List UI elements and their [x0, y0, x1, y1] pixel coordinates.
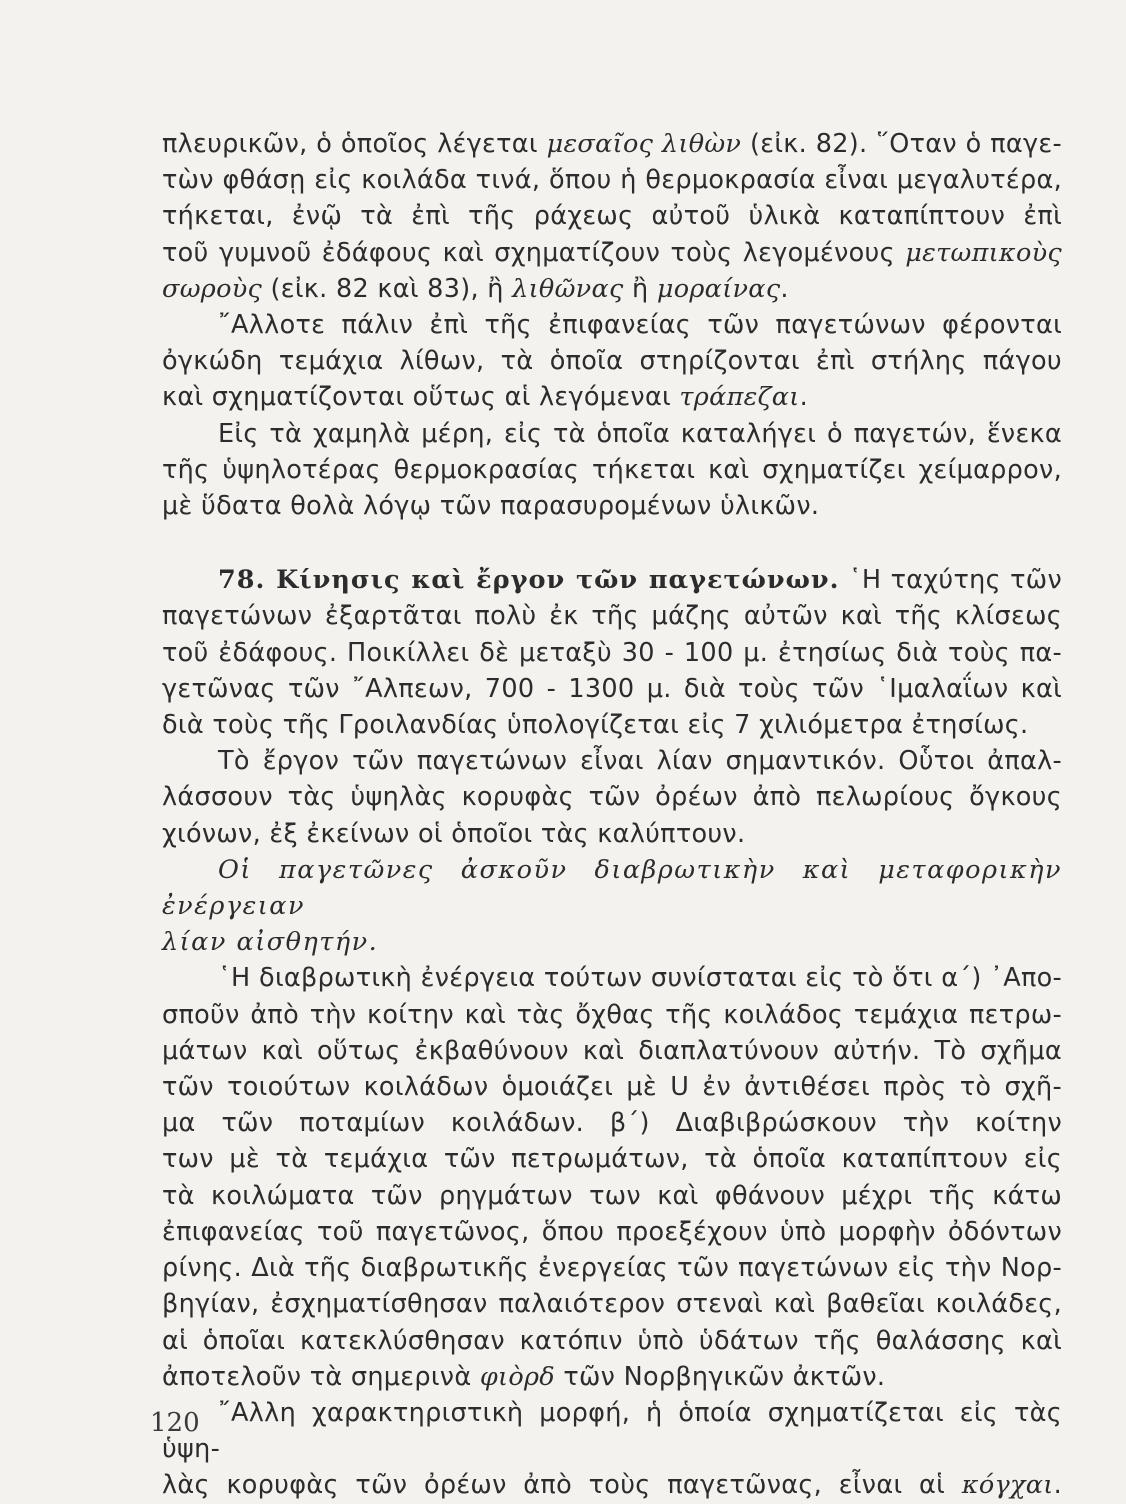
text-line [162, 235, 1062, 271]
text-line [162, 1467, 1062, 1503]
text-line: μὲ ὕδατα θολὰ λόγῳ τῶν παρασυρομένων ὑλικῶν. [162, 491, 820, 522]
text-line: ἐπιφανείας τοῦ παγετῶνος, ὅπου προεξέχουν ὑπὸ μορφὴν ὀδόντων [162, 1216, 1062, 1247]
text-line: ῎Αλλοτε πάλιν ἐπὶ τῆς ἐπιφανείας τῶν παγετώνων φέρονται [218, 310, 1062, 341]
text-span: . [1053, 1470, 1062, 1501]
text-line: ὀγκώδη τεμάχια λίθων, τὰ ὁποῖα στηρίζονται ἐπὶ στήλης πάγου [162, 346, 1062, 377]
text-line: Τὸ ἔργον τῶν παγετώνων εἶναι λίαν σημαντικόν. Οὗτοι ἀπαλ- [218, 746, 1062, 777]
text-line [162, 562, 1062, 598]
text-span: ἀποτελοῦν τὰ σημερινὰ [162, 1361, 480, 1392]
text-line: χιόνων, ἐξ ἐκείνων οἱ ὁποῖοι τὰς καλύπτουν. [162, 818, 746, 849]
paragraph-6-italic [162, 852, 1062, 961]
text-line: Οἱ παγετῶνες ἀσκοῦν διαβρωτικὴν καὶ μεταφορικὴν ἐνέργειαν [162, 854, 1062, 922]
text-line [162, 271, 1062, 307]
text-span: τῶν Νορβηγικῶν ἀκτῶν. [554, 1361, 886, 1392]
paragraph-8 [162, 1395, 1062, 1504]
text-line: ῎Αλλη χαρακτηριστικὴ μορφή, ἡ ὁποία σχηματίζεται εἰς τὰς ὑψη- [162, 1397, 1062, 1465]
text-span: λὰς κορυφὰς τῶν ὀρέων ἀπὸ τοὺς παγετῶνας, εἶναι αἱ [162, 1470, 962, 1501]
text-line: τοῦ ἐδάφους. Ποικίλλει δὲ μεταξὺ 30 - 100 μ. ἐτησίως διὰ τοὺς πα- [162, 637, 1062, 668]
text-span: . [780, 273, 789, 304]
text-line: Εἰς τὰ χαμηλὰ μέρη, εἰς τὰ ὁποῖα καταλήγει ὁ παγετών, ἕνεκα [218, 418, 1062, 449]
italic-term: σωροὺς [162, 273, 263, 304]
text-line: τὰ κοιλώματα τῶν ρηγμάτων των καὶ φθάνουν μέχρι τῆς κάτω [162, 1180, 1062, 1211]
italic-term: λιθῶνας [512, 273, 624, 304]
text-span: καὶ σχηματίζονται οὕτως αἱ λεγόμεναι [162, 382, 680, 413]
paragraph-5 [162, 743, 1062, 852]
italic-term: μοραίνας [656, 273, 781, 304]
italic-term: κόγχαι [961, 1470, 1054, 1501]
text-line: μα τῶν ποταμίων κοιλάδων. β΄) Διαβιβρώσκουν τὴν κοίτην [162, 1108, 1062, 1139]
text-line: αἱ ὁποῖαι κατεκλύσθησαν κατόπιν ὑπὸ ὑδάτων τῆς θαλάσσης καὶ [162, 1325, 1062, 1356]
text-line [162, 379, 1062, 415]
italic-term: μεσαῖος λιθὼν [546, 129, 742, 159]
text-line: λάσσουν τὰς ὑψηλὰς κορυφὰς τῶν ὀρέων ἀπὸ πελωρίους ὄγκους [162, 782, 1062, 813]
italic-term: μετωπικοὺς [905, 237, 1062, 268]
section-spacer [162, 524, 1062, 562]
text-span: ῾Η ταχύτης τῶν [839, 565, 1062, 596]
text-line: λίαν αἰσθητήν. [162, 927, 379, 958]
italic-term: τράπεζαι [679, 382, 800, 413]
text-span: . [799, 382, 808, 413]
text-span: (εἰκ. 82 καὶ 83), ἢ [262, 273, 513, 304]
text-span: τοῦ γυμνοῦ ἐδάφους καὶ σχηματίζουν τοὺς λεγομένους [162, 237, 906, 268]
paragraph-7 [162, 960, 1062, 1394]
text-line: γετῶνας τῶν ῎Αλπεων, 700 - 1300 μ. διὰ τοὺς τῶν ῾Ιμαλαΐων καὶ [162, 673, 1062, 704]
text-line: ῾Η διαβρωτικὴ ἐνέργεια τούτων συνίσταται εἰς τὸ ὅτι α΄) ᾿Απο- [218, 963, 1062, 994]
paragraph-3 [162, 416, 1062, 525]
section-78 [162, 562, 1062, 743]
text-span: ἢ [623, 273, 657, 304]
text-line: τῶν τοιούτων κοιλάδων ὁμοιάζει μὲ U ἐν ἀντιθέσει πρὸς τὸ σχῆ- [162, 1072, 1062, 1103]
text-line: των μὲ τὰ τεμάχια τῶν πετρωμάτων, τὰ ὁποῖα καταπίπτουν εἰς [162, 1144, 1062, 1175]
text-line: τὼν φθάσῃ εἰς κοιλάδα τινά, ὅπου ἡ θερμοκρασία εἶναι μεγαλυτέρα, [162, 165, 1062, 196]
text-span: πλευρικῶν, ὁ ὁποῖος λέγεται [162, 129, 547, 159]
text-line: ρίνης. Διὰ τῆς διαβρωτικῆς ἐνεργείας τῶν παγετώνων εἰς τὴν Νορ- [162, 1253, 1062, 1284]
text-line: μάτων καὶ οὕτως ἐκβαθύνουν καὶ διαπλατύνουν αὐτήν. Τὸ σχῆμα [162, 1035, 1062, 1066]
paragraph-2 [162, 307, 1062, 416]
text-line [162, 126, 1062, 162]
text-line [162, 1359, 1062, 1395]
page-number: 120 [150, 1408, 200, 1438]
text-line: σποῦν ἀπὸ τὴν κοίτην καὶ τὰς ὄχθας τῆς κοιλάδος τεμάχια πετρω- [162, 999, 1062, 1030]
paragraph-1 [162, 126, 1062, 307]
text-line: παγετώνων ἐξαρτᾶται πολὺ ἐκ τῆς μάζης αὐτῶν καὶ τῆς κλίσεως [162, 601, 1062, 632]
section-heading: 78. Κίνησις καὶ ἔργον τῶν παγετώνων. [218, 565, 840, 596]
text-line: τήκεται, ἐνῷ τὰ ἐπὶ τῆς ράχεως αὐτοῦ ὑλικὰ καταπίπτουν ἐπὶ [162, 201, 1062, 232]
text-span: (εἰκ. 82). ῞Οταν ὁ παγε- [741, 129, 1063, 159]
text-line: βηγίαν, ἐσχηματίσθησαν παλαιότερον στεναὶ καὶ βαθεῖαι κοιλάδες, [162, 1289, 1062, 1320]
italic-term: φιὸρδ [479, 1361, 555, 1392]
page-body [162, 126, 1062, 1504]
text-line: τῆς ὑψηλοτέρας θερμοκρασίας τήκεται καὶ σχηματίζει χείμαρρον, [162, 454, 1062, 485]
text-line: διὰ τοὺς τῆς Γροιλανδίας ὑπολογίζεται εἰς 7 χιλιόμετρα ἐτησίως. [162, 710, 1029, 741]
